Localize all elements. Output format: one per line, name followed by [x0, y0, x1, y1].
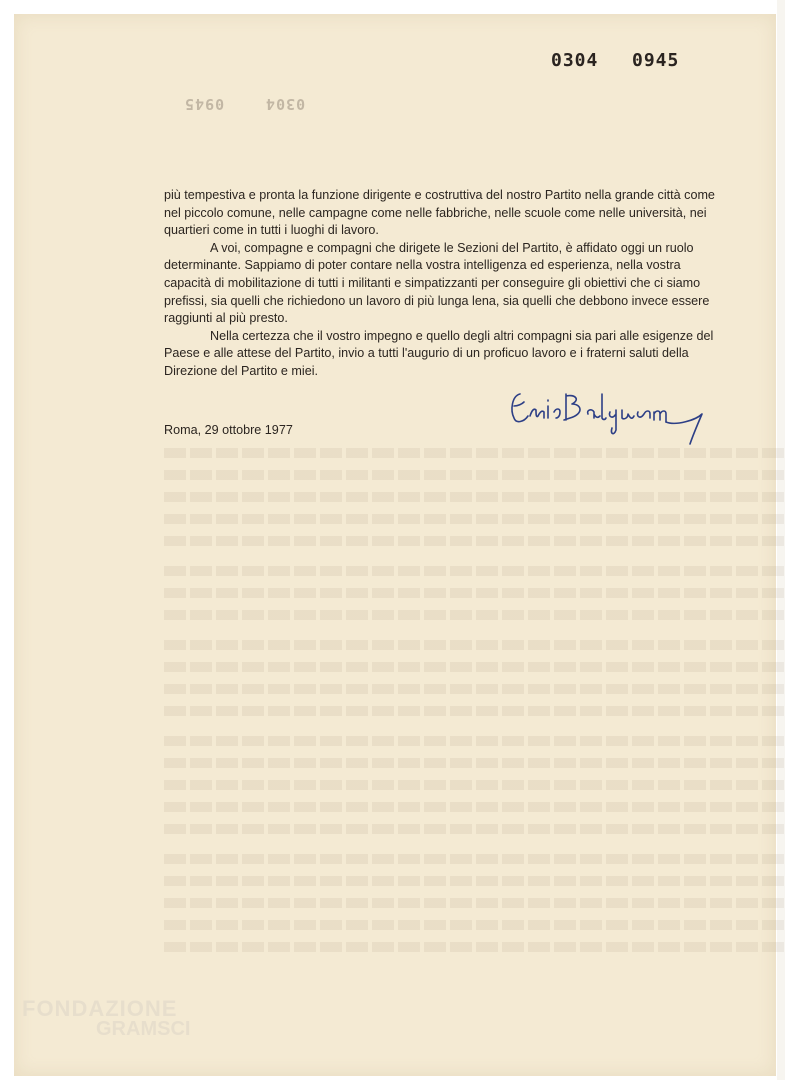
- watermark-line-2: GRAMSCI: [96, 1018, 191, 1040]
- archive-number-1: 0304: [551, 50, 599, 71]
- signature: [506, 386, 720, 450]
- bleed-through-stamp-2: 0304: [265, 95, 306, 113]
- watermark-line-1: FONDAZIONE: [22, 996, 178, 1021]
- paragraph-2: A voi, compagne e compagni che dirigete le Sezioni del Partito, è affidato oggi un ruolo determinante. Sappiamo di poter contare nella vostra intelligenza ed esperienza, nella vostra capacità di mobilitazione di tutti i militanti e simpatizzanti per conseguire gli obiettivi che ci siamo prefissi, sia quelli che richiedono un lavoro di più lunga lena, sia quelli che debbono invece essere raggiunti al più presto.: [164, 240, 710, 326]
- bleed-through-stamp-1: 0945: [184, 95, 225, 113]
- dateline: Roma, 29 ottobre 1977: [164, 423, 293, 437]
- paragraph-3: Nella certezza che il vostro impegno e quello degli altri compagni sia pari alle esigenze del Paese e alle attese del Partito, invio a tutti l'augurio di un proficuo lavoro e i fraterni saluti della Direzione del Partito e miei.: [164, 328, 714, 378]
- letter-body: [164, 187, 724, 381]
- archive-number-2: 0945: [632, 50, 680, 71]
- paragraph-1: più tempestiva e pronta la funzione dirigente e costruttiva del nostro Partito nella grande città come nel piccolo comune, nelle campagne come nelle fabbriche, nelle scuole come nelle università, nei quartieri come in tutti i luoghi di lavoro.: [164, 188, 715, 238]
